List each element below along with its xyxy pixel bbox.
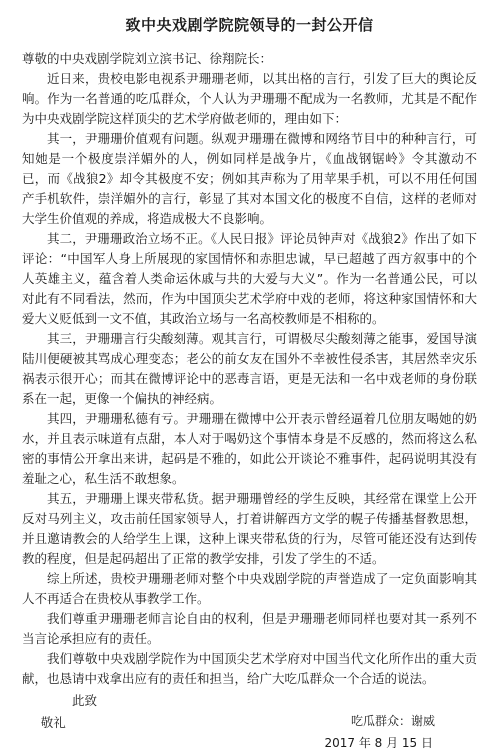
- paragraph-reason-5: 其五，尹珊珊上课夹带私货。据尹珊珊曾经的学生反映，其经常在课堂上公开反对马列主义，攻击前任国家领导人，打着讲解西方文学的幌子传播基督教思想，并且邀请教会的人给学生上课，这种上课夹带私货的行为，尽管可能还没有达到传教的程度，但是起码超出了正常的教学安排，引发了学生的不适。: [22, 491, 477, 566]
- closing-jingli: 敬礼: [40, 715, 66, 730]
- paragraph-reason-3: 其三，尹珊珊言行尖酸刻薄。观其言行，可谓极尽尖酸刻薄之能事，爱国导演陆川便硬被其骂成心理变态；老公的前女友在国外不幸被性侵杀害，其居然幸灾乐祸表示很开心；而其在微博评论中的恶毒言语，更是无法和一名中戏老师的身份联系在一起，更像一个偏执的神经病。: [22, 331, 477, 406]
- paragraph-reason-4: 其四，尹珊珊私德有亏。尹珊珊在微博中公开表示曾经逼着几位朋友喝她的奶水，并且表示味道有点甜，本人对于喝奶这个事情本身是不反感的，然而将这么私密的事情公开拿出来讲，起码是不雅的，如此公开谈论不雅事件，起码说明其没有羞耻之心，私生活不敢想象。: [22, 411, 477, 486]
- closing-cizhi: 此致: [72, 693, 98, 708]
- letter-title: 致中央戏剧学院院领导的一封公开信: [125, 16, 374, 34]
- letter-salutation: 尊敬的中央戏剧学院刘立滨书记、徐翔院长：: [22, 51, 273, 66]
- paragraph-request: 我们尊敬中央戏剧学院作为中国顶尖艺术学府对中国当代文化所作出的重大贡献，也恳请中戏拿出应有的责任和担当，给广大吃瓜群众一个合适的说法。: [22, 651, 477, 686]
- signature: 吃瓜群众：谢威: [350, 714, 435, 728]
- paragraph-reason-2: 其二，尹珊珊政治立场不正。《人民日报》评论员钟声对《战狼2》作出了如下评论：“中国军人身上所展现的家国情怀和赤胆忠诚，早已超越了西方叙事中的个人英雄主义，蕴含着人类命运休戚与共的大爱与大义”。作为一名普通公民，可以对此有不同看法，然而，作为中国顶尖艺术学府中戏的老师，将这种家国情怀和大爱大义贬低到一文不值，其政治立场与一名高校教师是不相称的。: [22, 231, 477, 326]
- paragraph-summary: 综上所述，贵校尹珊珊老师对整个中央戏剧学院的声誉造成了一定负面影响其人不再适合在贵校从事教学工作。: [22, 571, 477, 606]
- paragraph-reason-1: 其一，尹珊珊价值观有问题。纵观尹珊珊在微博和网络节目中的种种言行，可知她是一个极度崇洋媚外的人，例如同样是战争片，《血战钢锯岭》令其激动不已，而《战狼2》却令其极度不安；例如其声称为了用苹果手机，可以不用任何国产手机软件，崇洋媚外的言行，彰显了其对本国文化的极度不自信，这样的老师对大学生价值观的养成，将造成极大不良影响。: [22, 131, 477, 226]
- paragraph-intro: 近日来，贵校电影电视系尹珊珊老师，以其出格的言行，引发了巨大的舆论反响。作为一名普通的吃瓜群众，个人认为尹珊珊不配成为一名教师，尤其是不配作为中央戏剧学院这样顶尖的艺术学府做老师的，理由如下：: [22, 71, 477, 126]
- paragraph-respect-freedom: 我们尊重尹珊珊老师言论自由的权利，但是尹珊珊老师同样也要对其一系列不当言论承担应有的责任。: [22, 611, 477, 646]
- letter-date: 2017 年 8 月 15 日: [324, 736, 433, 750]
